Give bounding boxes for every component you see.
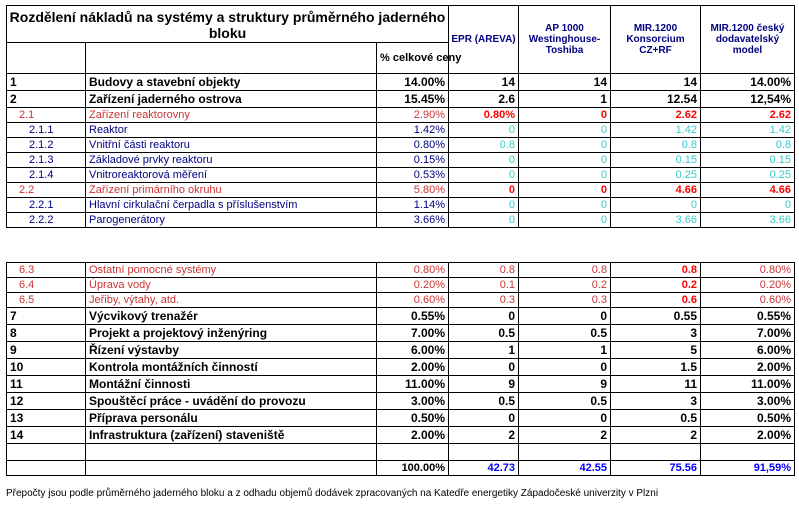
row-mir-cesky: 7.00%: [701, 325, 795, 342]
row-number: 14: [7, 427, 86, 444]
row-ap1000: 0: [519, 138, 611, 153]
row-mir-konsorcium: 0.5: [611, 410, 701, 427]
row-number: 7: [7, 308, 86, 325]
row-number: 2.1.2: [7, 138, 86, 153]
row-mir-cesky: 6.00%: [701, 342, 795, 359]
blank-cell: [86, 444, 377, 461]
row-name: Výcvikový trenažér: [86, 308, 377, 325]
row-mir-konsorcium: 0.2: [611, 278, 701, 293]
row-mir-cesky: 0.80%: [701, 263, 795, 278]
row-pct: 6.00%: [377, 342, 449, 359]
row-number: 10: [7, 359, 86, 376]
row-name: Ostatní pomocné systémy: [86, 263, 377, 278]
row-name: Vnitřní části reaktoru: [86, 138, 377, 153]
row-name: Parogenerátory: [86, 213, 377, 228]
row-pct: 3.66%: [377, 213, 449, 228]
row-mir-konsorcium: 0.8: [611, 138, 701, 153]
row-mir-cesky: 12,54%: [701, 91, 795, 108]
table-row: [7, 91, 795, 108]
table-row: [7, 138, 795, 153]
row-ap1000: 0: [519, 308, 611, 325]
row-mir-cesky: 11.00%: [701, 376, 795, 393]
table-row: [7, 427, 795, 444]
row-mir-cesky: 0.15: [701, 153, 795, 168]
row-pct: 0.60%: [377, 293, 449, 308]
row-mir-cesky: 2.00%: [701, 359, 795, 376]
row-epr: 0: [449, 198, 519, 213]
row-mir-cesky: 4.66: [701, 183, 795, 198]
row-name: Hlavní cirkulační čerpadla s příslušenstvím: [86, 198, 377, 213]
row-number: 13: [7, 410, 86, 427]
row-mir-konsorcium: 0.25: [611, 168, 701, 183]
table-row: [7, 293, 795, 308]
row-number: 2.1: [7, 108, 86, 123]
row-epr: 0.8: [449, 138, 519, 153]
total-epr: 42.73: [449, 461, 519, 476]
row-mir-konsorcium: 0.8: [611, 263, 701, 278]
row-epr: 1: [449, 342, 519, 359]
row-name: Infrastruktura (zařízení) staveniště: [86, 427, 377, 444]
row-pct: 1.14%: [377, 198, 449, 213]
row-mir-cesky: 0.25: [701, 168, 795, 183]
table-row: [7, 393, 795, 410]
table-row: [7, 278, 795, 293]
row-number: 9: [7, 342, 86, 359]
row-mir-cesky: 0.20%: [701, 278, 795, 293]
row-epr: 0: [449, 183, 519, 198]
total-ap: 42.55: [519, 461, 611, 476]
row-pct: 0.20%: [377, 278, 449, 293]
total-blank: [7, 461, 86, 476]
row-name: Příprava personálu: [86, 410, 377, 427]
table-row: [7, 263, 795, 278]
row-mir-konsorcium: 14: [611, 74, 701, 91]
row-mir-konsorcium: 0.55: [611, 308, 701, 325]
row-name: Montážní činnosti: [86, 376, 377, 393]
row-pct: 5.80%: [377, 183, 449, 198]
table-row: [7, 183, 795, 198]
row-epr: 2.6: [449, 91, 519, 108]
row-pct: 3.00%: [377, 393, 449, 410]
row-epr: 0: [449, 153, 519, 168]
cost-table-bottom: [6, 262, 795, 476]
row-epr: 14: [449, 74, 519, 91]
row-mir-konsorcium: 3: [611, 325, 701, 342]
row-name: Základové prvky reaktoru: [86, 153, 377, 168]
table-row: [7, 325, 795, 342]
col-header-mir-konsorcium: MIR.1200 Konsorcium CZ+RF: [611, 6, 701, 74]
row-number: 2.2.1: [7, 198, 86, 213]
row-mir-cesky: 0.60%: [701, 293, 795, 308]
row-pct: 2.90%: [377, 108, 449, 123]
row-ap1000: 14: [519, 74, 611, 91]
row-number: 6.3: [7, 263, 86, 278]
col-header-ap1000: AP 1000 Westinghouse-Toshiba: [519, 6, 611, 74]
row-number: 11: [7, 376, 86, 393]
row-mir-konsorcium: 2: [611, 427, 701, 444]
row-epr: 9: [449, 376, 519, 393]
row-epr: 0: [449, 213, 519, 228]
row-number: 8: [7, 325, 86, 342]
row-pct: 1.42%: [377, 123, 449, 138]
col-header-pct: % celkové ceny: [377, 43, 449, 74]
row-epr: 0: [449, 359, 519, 376]
row-name: Zařízení primárního okruhu: [86, 183, 377, 198]
row-ap1000: 0.5: [519, 393, 611, 410]
col-header-mir-cesky: MIR.1200 český dodavatelský model: [701, 6, 795, 74]
row-number: 2.2: [7, 183, 86, 198]
row-number: 6.5: [7, 293, 86, 308]
header-blank-cell: [86, 43, 377, 74]
blank-cell: [449, 444, 519, 461]
table-row: [7, 376, 795, 393]
row-number: 2.1.1: [7, 123, 86, 138]
row-ap1000: 0.8: [519, 263, 611, 278]
row-mir-cesky: 0.50%: [701, 410, 795, 427]
row-epr: 0.3: [449, 293, 519, 308]
table-row: [7, 108, 795, 123]
row-ap1000: 0.5: [519, 325, 611, 342]
row-ap1000: 0: [519, 183, 611, 198]
row-ap1000: 9: [519, 376, 611, 393]
row-epr: 0.8: [449, 263, 519, 278]
header-blank-cell: [7, 43, 86, 74]
row-mir-cesky: 0.55%: [701, 308, 795, 325]
blank-row: [7, 444, 795, 461]
row-number: 2.1.3: [7, 153, 86, 168]
row-ap1000: 1: [519, 342, 611, 359]
table-row: [7, 153, 795, 168]
row-name: Úprava vody: [86, 278, 377, 293]
row-ap1000: 0: [519, 359, 611, 376]
row-mir-konsorcium: 2.62: [611, 108, 701, 123]
row-pct: 2.00%: [377, 359, 449, 376]
table-row: [7, 213, 795, 228]
table-row: [7, 123, 795, 138]
row-pct: 0.80%: [377, 138, 449, 153]
blank-cell: [701, 444, 795, 461]
row-ap1000: 1: [519, 91, 611, 108]
row-pct: 15.45%: [377, 91, 449, 108]
row-mir-konsorcium: 0: [611, 198, 701, 213]
row-epr: 0: [449, 123, 519, 138]
row-mir-konsorcium: 1.42: [611, 123, 701, 138]
row-mir-konsorcium: 12.54: [611, 91, 701, 108]
row-pct: 7.00%: [377, 325, 449, 342]
table-row: [7, 308, 795, 325]
row-mir-konsorcium: 1.5: [611, 359, 701, 376]
blank-cell: [611, 444, 701, 461]
row-number: 2.2.2: [7, 213, 86, 228]
row-name: Jeřiby, výtahy, atd.: [86, 293, 377, 308]
blank-cell: [519, 444, 611, 461]
row-ap1000: 0.3: [519, 293, 611, 308]
row-name: Řízení výstavby: [86, 342, 377, 359]
row-ap1000: 0: [519, 153, 611, 168]
row-mir-cesky: 3.66: [701, 213, 795, 228]
row-ap1000: 0: [519, 123, 611, 138]
row-pct: 0.53%: [377, 168, 449, 183]
row-mir-cesky: 14.00%: [701, 74, 795, 91]
footnote: Přepočty jsou podle průměrného jaderného bloku a z odhadu objemů dodávek zpracovaných na Katedře energetiky Západočeské univerzity v Plzni: [6, 488, 659, 499]
row-name: Zařízení jaderného ostrova: [86, 91, 377, 108]
row-pct: 14.00%: [377, 74, 449, 91]
row-mir-konsorcium: 4.66: [611, 183, 701, 198]
table-row: [7, 198, 795, 213]
row-mir-konsorcium: 3: [611, 393, 701, 410]
row-number: 2.1.4: [7, 168, 86, 183]
table-row: [7, 359, 795, 376]
total-pct: 100.00%: [377, 461, 449, 476]
row-pct: 2.00%: [377, 427, 449, 444]
row-ap1000: 0: [519, 168, 611, 183]
row-pct: 0.55%: [377, 308, 449, 325]
row-epr: 0: [449, 308, 519, 325]
row-epr: 0.80%: [449, 108, 519, 123]
row-mir-cesky: 3.00%: [701, 393, 795, 410]
table-title: Rozdělení nákladů na systémy a struktury průměrného jaderného bloku: [7, 6, 449, 43]
row-mir-konsorcium: 5: [611, 342, 701, 359]
row-ap1000: 0: [519, 108, 611, 123]
blank-cell: [377, 444, 449, 461]
table-row: [7, 168, 795, 183]
row-mir-konsorcium: 0.15: [611, 153, 701, 168]
table-fragment-bottom: [6, 262, 794, 475]
blank-cell: [7, 444, 86, 461]
total-mir: 75.56: [611, 461, 701, 476]
row-name: Vnitroreaktorová měření: [86, 168, 377, 183]
row-ap1000: 0: [519, 213, 611, 228]
row-epr: 0: [449, 168, 519, 183]
row-epr: 2: [449, 427, 519, 444]
row-ap1000: 2: [519, 427, 611, 444]
row-epr: 0.1: [449, 278, 519, 293]
row-ap1000: 0.2: [519, 278, 611, 293]
table-row: [7, 74, 795, 91]
row-name: Reaktor: [86, 123, 377, 138]
row-mir-cesky: 0: [701, 198, 795, 213]
row-number: 12: [7, 393, 86, 410]
col-header-epr: EPR (AREVA): [449, 6, 519, 74]
total-cz: 91,59%: [701, 461, 795, 476]
total-row: [7, 461, 795, 476]
row-mir-cesky: 1.42: [701, 123, 795, 138]
row-pct: 0.50%: [377, 410, 449, 427]
row-pct: 0.80%: [377, 263, 449, 278]
cost-table-top: [6, 5, 795, 228]
row-name: Kontrola montážních činností: [86, 359, 377, 376]
row-pct: 0.15%: [377, 153, 449, 168]
row-mir-konsorcium: 0.6: [611, 293, 701, 308]
total-blank: [86, 461, 377, 476]
row-number: 6.4: [7, 278, 86, 293]
table-fragment-top: [6, 5, 794, 238]
row-mir-cesky: 0.8: [701, 138, 795, 153]
table-row: [7, 410, 795, 427]
row-mir-cesky: 2.62: [701, 108, 795, 123]
row-name: Budovy a stavební objekty: [86, 74, 377, 91]
row-ap1000: 0: [519, 198, 611, 213]
row-number: 1: [7, 74, 86, 91]
row-ap1000: 0: [519, 410, 611, 427]
row-name: Zařízení reaktorovny: [86, 108, 377, 123]
row-pct: 11.00%: [377, 376, 449, 393]
row-name: Spouštěcí práce - uvádění do provozu: [86, 393, 377, 410]
row-mir-cesky: 2.00%: [701, 427, 795, 444]
row-name: Projekt a projektový inženýring: [86, 325, 377, 342]
row-mir-konsorcium: 11: [611, 376, 701, 393]
row-epr: 0: [449, 410, 519, 427]
row-mir-konsorcium: 3.66: [611, 213, 701, 228]
table-row: [7, 342, 795, 359]
row-number: 2: [7, 91, 86, 108]
row-epr: 0.5: [449, 393, 519, 410]
row-epr: 0.5: [449, 325, 519, 342]
